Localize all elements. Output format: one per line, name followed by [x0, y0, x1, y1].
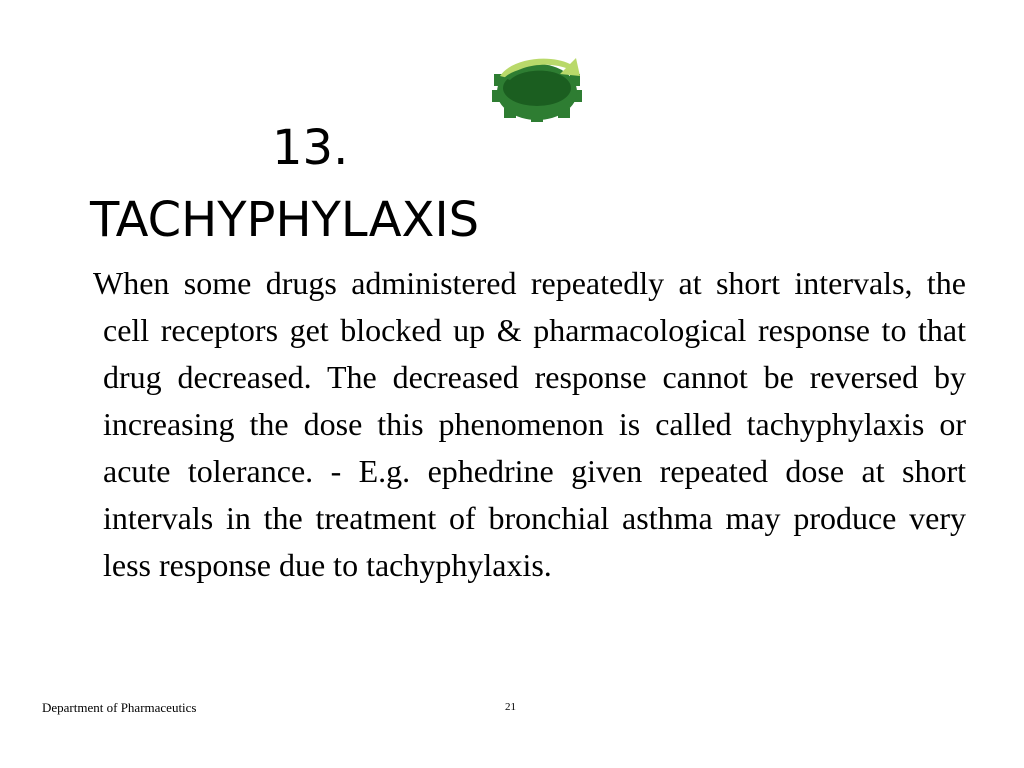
gear-arrow-logo-icon: [490, 52, 584, 122]
logo-svg: [490, 52, 584, 122]
footer-department: Department of Pharmaceutics: [42, 700, 197, 715]
footer-page-number: 21: [505, 701, 516, 713]
body-paragraph: When some drugs administered repeatedly at short intervals, the cell receptors get blocked up & pharmacological response to that drug decreased. The decreased response cannot be reversed by increasing the dose this phenomenon is called tachyphylaxis or acute tolerance. - E.g. ephedrine given repeated dose at short intervals in the treatment of bronchial asthma may produce very less response due to tachyphylaxis.: [93, 265, 966, 583]
slide-title: TACHYPHYLAXIS: [90, 192, 480, 248]
slide-title-number: 13.: [272, 120, 349, 176]
